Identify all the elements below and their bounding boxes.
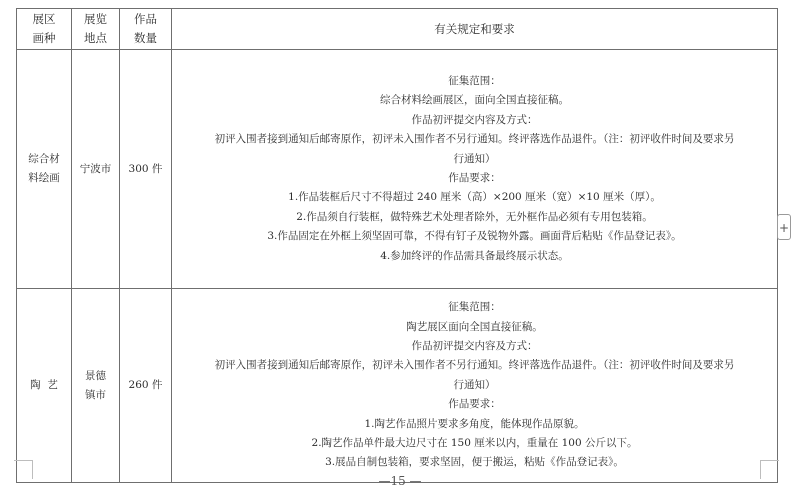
row-category-line: 料绘画 <box>28 172 60 184</box>
requirement-line: 作品初评提交内容及方式： <box>411 340 538 353</box>
header-count-line-1: 作品 <box>134 12 157 26</box>
requirement-line: 4.参加终评的作品需具备最终展示状态。 <box>380 249 569 262</box>
requirements-table <box>16 8 778 483</box>
row-location-cell <box>72 289 120 483</box>
requirement-line: 3.作品固定在外框上须坚固可靠，不得有钉子及锐物外露。画面背后粘贴《作品登记表》。 <box>267 230 682 243</box>
header-location <box>72 9 120 50</box>
header-count <box>120 9 172 50</box>
header-category <box>17 9 72 50</box>
requirement-line: 2.作品须自行装框，做特殊艺术处理者除外，无外框作品必须有专用包装箱。 <box>296 210 653 223</box>
requirement-line: 作品要求： <box>448 398 501 411</box>
page-number: —15 — <box>378 474 422 488</box>
requirement-line: 初评入围者接到通知后邮寄原作，初评未入围作者不另行通知。终评落选作品退件。（注：初评收件时间及要求另 <box>214 133 735 146</box>
row-category-line: 综合材 <box>28 153 60 165</box>
row-count: 260 件 <box>128 379 163 391</box>
row-count: 300 件 <box>128 162 163 175</box>
row-requirements-cell <box>172 50 778 289</box>
row-requirements-cell <box>172 289 778 483</box>
row-location-line: 景德 <box>85 369 106 382</box>
row-count-cell <box>120 50 172 289</box>
requirement-line: 征集范围： <box>448 75 501 88</box>
requirement-line: 2.陶艺作品单件最大边尺寸在 150 厘米以内，重量在 100 公斤以下。 <box>311 436 638 449</box>
row-location-line: 镇市 <box>85 388 106 401</box>
requirement-line: 作品初评提交内容及方式： <box>411 113 538 126</box>
table-row <box>17 50 778 289</box>
header-category-line-1: 展区 <box>32 12 56 26</box>
requirement-line: 行通知） <box>453 378 496 391</box>
header-count-line-2: 数量 <box>134 31 157 45</box>
requirement-line: 行通知） <box>453 152 496 165</box>
requirement-line: 3.展品自制包装箱，要求坚固，便于搬运，粘贴《作品登记表》。 <box>325 456 624 469</box>
table-header-row <box>17 9 778 50</box>
requirement-line: 作品要求： <box>448 172 501 184</box>
row-category-line: 陶 艺 <box>30 379 58 391</box>
header-requirements: 有关规定和要求 <box>172 9 778 50</box>
requirement-line: 综合材料绘画展区，面向全国直接征稿。 <box>380 94 569 107</box>
row-category-cell <box>17 289 72 483</box>
add-row-button[interactable]: + <box>777 214 791 240</box>
header-category-line-2: 画种 <box>32 31 56 45</box>
requirement-line: 1.陶艺作品照片要求多角度，能体现作品原貌。 <box>364 417 585 430</box>
row-location-cell <box>72 50 120 289</box>
header-location-line-2: 地点 <box>84 31 107 45</box>
requirement-line: 初评入围者接到通知后邮寄原作，初评未入围作者不另行通知。终评落选作品退件。（注：初评收件时间及要求另 <box>214 359 735 372</box>
row-count-cell <box>120 289 172 483</box>
table-row <box>17 289 778 483</box>
header-location-line-1: 展览 <box>84 12 107 26</box>
row-category-cell <box>17 50 72 289</box>
requirement-line: 征集范围： <box>448 301 501 314</box>
requirement-line: 1.作品装框后尺寸不得超过 240 厘米（高）×200 厘米（宽）×10 厘米（厚）。 <box>288 191 661 204</box>
row-location-line: 宁波市 <box>79 162 112 175</box>
requirement-line: 陶艺展区面向全国直接征稿。 <box>406 320 543 333</box>
